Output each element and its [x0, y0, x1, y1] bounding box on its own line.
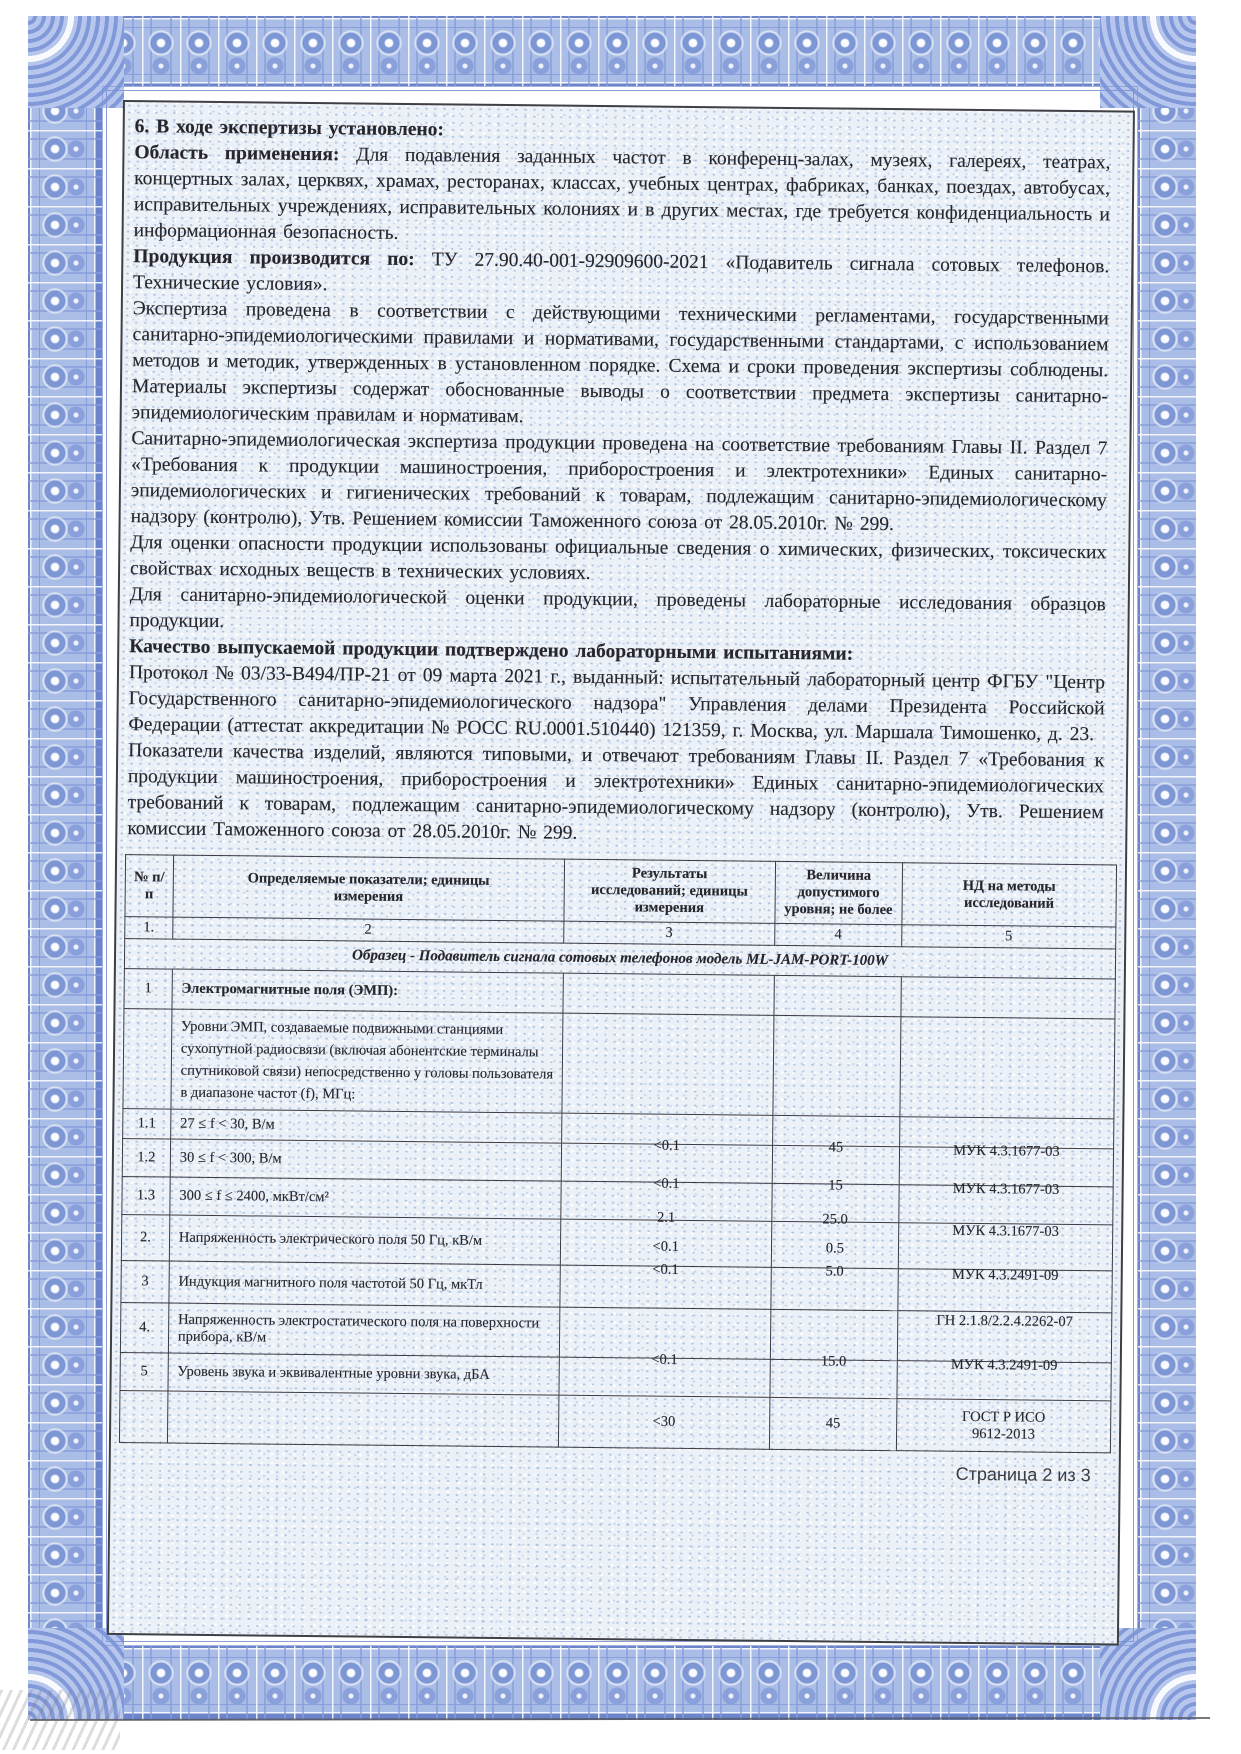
- row-num: 2.: [121, 1215, 169, 1261]
- printed-content-area: [107, 100, 1135, 1646]
- row-result: <30: [558, 1395, 770, 1449]
- row-method: МУК 4.3.1677-03: [899, 1147, 1114, 1187]
- row-method: МУК 4.3.2491-09: [898, 1269, 1113, 1313]
- row-limit: 45: [769, 1397, 897, 1450]
- col-number-2: 2: [173, 917, 564, 943]
- row-indicator: Электромагнитные поля (ЭМП):: [172, 969, 563, 1013]
- row-indicator: Напряженность электрического поля 50 Гц, кВ/м: [169, 1215, 560, 1265]
- scanner-smudge-artifact: [0, 1690, 120, 1750]
- paragraph-scope: [133, 140, 1110, 254]
- row-indicator: 300 ≤ f ≤ 2400, мкВт/см²: [170, 1177, 561, 1219]
- protocol-body: Протокол № 03/33-В494/ПР-21 от 09 марта 2021 г., выданный: испытательный лабораторный центр ФГБУ "Центр Государственного санитарно-эпидемиологического надзора" Управления делами Президента Российской Федерации (аттестат аккредитации № РОСС RU.0001.510440) 121359, г. Москва, ул. Маршала Тимошенко, д. 23.: [128, 662, 1106, 746]
- row-indicator: Уровни ЭМП, создаваемые подвижными станциями сухопутной радиосвязи (включая абонентские терминалы спутниковой связи) непосредственно у головы пользователя в диапазоне частот (f), МГц:: [171, 1009, 563, 1113]
- row-limit: 45: [772, 1145, 899, 1184]
- row-result: <0.1: [559, 1357, 771, 1397]
- row-indicator: 27 ≤ f < 30, В/м: [170, 1109, 561, 1143]
- indicators-body: Показатели качества изделий, являются типовыми, и отвечают требованиям Главы II. Раздел 7 «Требования к продукции машиностроения, приборостроения и электротехники» Единых санитарно-эпидемиологических требований к товарам, подлежащим санитарно-эпидемиологическому надзору (контролю), Утв. Решением комиссии Таможенного союза от 28.05.2010г. № 299.: [127, 740, 1105, 844]
- hazard-body: Для оценки опасности продукции использованы официальные сведения о химических, физических, токсических свойствах исходных веществ в технических условиях.: [129, 532, 1107, 584]
- row-limit: 15.0: [770, 1359, 897, 1398]
- row-limit: 15: [772, 1183, 899, 1222]
- header-indicators: Определяемые показатели; единицы измерения: [173, 855, 564, 921]
- row-result: [562, 1013, 774, 1115]
- row-method: МУК 4.3.1677-03: [898, 1223, 1113, 1271]
- row-indicator: [167, 1391, 558, 1447]
- guilloche-border-left: [28, 16, 102, 1720]
- row-method: МУК 4.3.1677-03: [899, 1185, 1114, 1225]
- row-method: [901, 977, 1116, 1019]
- row-indicator: Напряженность электростатического поля на поверхности прибора, кВ/м: [168, 1303, 559, 1357]
- row-indicator: Индукция магнитного поля частотой 50 Гц, мкТл: [169, 1261, 560, 1307]
- row-result: <0.1: [560, 1181, 772, 1221]
- row-result: <0.1: [561, 1143, 773, 1183]
- guilloche-border-top: [28, 16, 1196, 86]
- paragraph-protocol: [128, 660, 1105, 748]
- header-limit: Величина допустимого уровня; не более: [775, 861, 903, 924]
- produced-lead: Продукция производится по:: [133, 246, 415, 271]
- row-method: ГН 2.1.8/2.2.4.2262-07: [897, 1311, 1112, 1363]
- lab-body: Для санитарно-эпидемиологической оценки продукции, проведены лабораторные исследования образцов продукции.: [129, 584, 1106, 633]
- sample-description: Образец - Подавитель сигнала сотовых телефонов модель ML-JAM-PORT-100W: [124, 939, 1115, 979]
- table-header-row: [125, 855, 1117, 927]
- row-result: <0.1: [560, 1265, 772, 1309]
- row-num: [123, 1009, 172, 1109]
- quality-heading-text: Качество выпускаемой продукции подтверждено лабораторными испытаниями:: [129, 636, 854, 665]
- row-limit: 25.0 0.5: [771, 1221, 898, 1268]
- row-method: ГОСТ Р ИСО 9612-2013: [896, 1399, 1111, 1453]
- header-num: № п/п: [125, 855, 174, 917]
- row-num: 3: [121, 1261, 169, 1303]
- row-num: 4.: [120, 1303, 168, 1353]
- row-num: 5: [120, 1353, 168, 1391]
- col-number-1: 1.: [125, 917, 173, 940]
- expertise-body: Экспертиза проведена в соответствии с действующими техническими регламентами, государственными санитарно-эпидемиологическими правилами и нормативами, государственными стандартами, с использованием методов и методик, утвержденных в установленном порядке. Схема и сроки проведения экспертизы соблюдены. Материалы экспертизы содержат обоснованные выводы о соответствии предмета экспертизы санитарно-эпидемиологическим правилам и нормативам.: [131, 298, 1109, 428]
- row-result: [563, 973, 775, 1015]
- lab-results-table: [119, 854, 1117, 1453]
- section-heading-text: 6. В ходе экспертизы установлено:: [134, 116, 445, 141]
- document-text: [127, 114, 1111, 852]
- paragraph-indicators: [127, 738, 1104, 852]
- scope-lead: Область применения:: [134, 142, 340, 166]
- col-number-4: 4: [775, 923, 902, 946]
- table-row: [119, 1391, 1110, 1453]
- guilloche-border-right: [1138, 16, 1196, 1720]
- paragraph-expertise: [132, 296, 1109, 436]
- guilloche-border-bottom: [28, 1646, 1196, 1720]
- row-num: 1.3: [122, 1177, 170, 1215]
- table-row: [123, 1009, 1115, 1119]
- row-limit: [774, 975, 901, 1016]
- col-number-3: 3: [563, 921, 774, 945]
- col-number-5: 5: [902, 925, 1116, 949]
- page-number: Страница 2 из 3: [955, 1463, 1091, 1486]
- sanitary-body: Санитарно-эпидемиологическая экспертиза продукции проведена на соответствие требованиям Главы II. Раздел 7 «Требования к продукции машиностроения, приборостроения и электротехники» Единых санитарно-эпидемиологических и гигиенических требований к товарам, подлежащим санитарно-эпидемиологическому надзору (контролю), Утв. Решением комиссии Таможенного союза от 28.05.2010г. № 299.: [130, 428, 1108, 536]
- row-num: 1.2: [122, 1139, 170, 1177]
- row-num: 1.1: [123, 1109, 171, 1139]
- row-method: [900, 1017, 1115, 1119]
- certificate-sheet: [28, 16, 1196, 1720]
- row-num: 1: [124, 969, 172, 1009]
- row-indicator: Уровень звука и эквивалентные уровни звука, дБА: [168, 1353, 559, 1395]
- header-results: Результаты исследований; единицы измерения: [564, 859, 776, 923]
- produced-body: ТУ 27.90.40-001-92909600-2021 «Подавитель сигнала сотовых телефонов. Технические условия».: [132, 249, 1110, 296]
- row-limit: [773, 1015, 901, 1116]
- scope-body: Для подавления заданных частот в конференц-залах, музеях, галереях, театрах, концертных залах, церквях, храмах, ресторанах, классах, учебных центрах, фабриках, банках, поездах, автобусах, исправительных учреждениях, исправительных колониях и в других местах, где требуется конфиденциальность и информационная безопасность.: [133, 144, 1111, 244]
- row-result: 2.1 <0.1: [560, 1219, 772, 1267]
- header-method: НД на методы исследований: [902, 863, 1117, 927]
- paragraph-sanitary: [130, 426, 1107, 540]
- row-method: МУК 4.3.2491-09: [897, 1361, 1112, 1401]
- row-num: [119, 1391, 167, 1443]
- row-limit: 5.0: [771, 1267, 898, 1310]
- row-indicator: 30 ≤ f < 300, В/м: [170, 1139, 561, 1181]
